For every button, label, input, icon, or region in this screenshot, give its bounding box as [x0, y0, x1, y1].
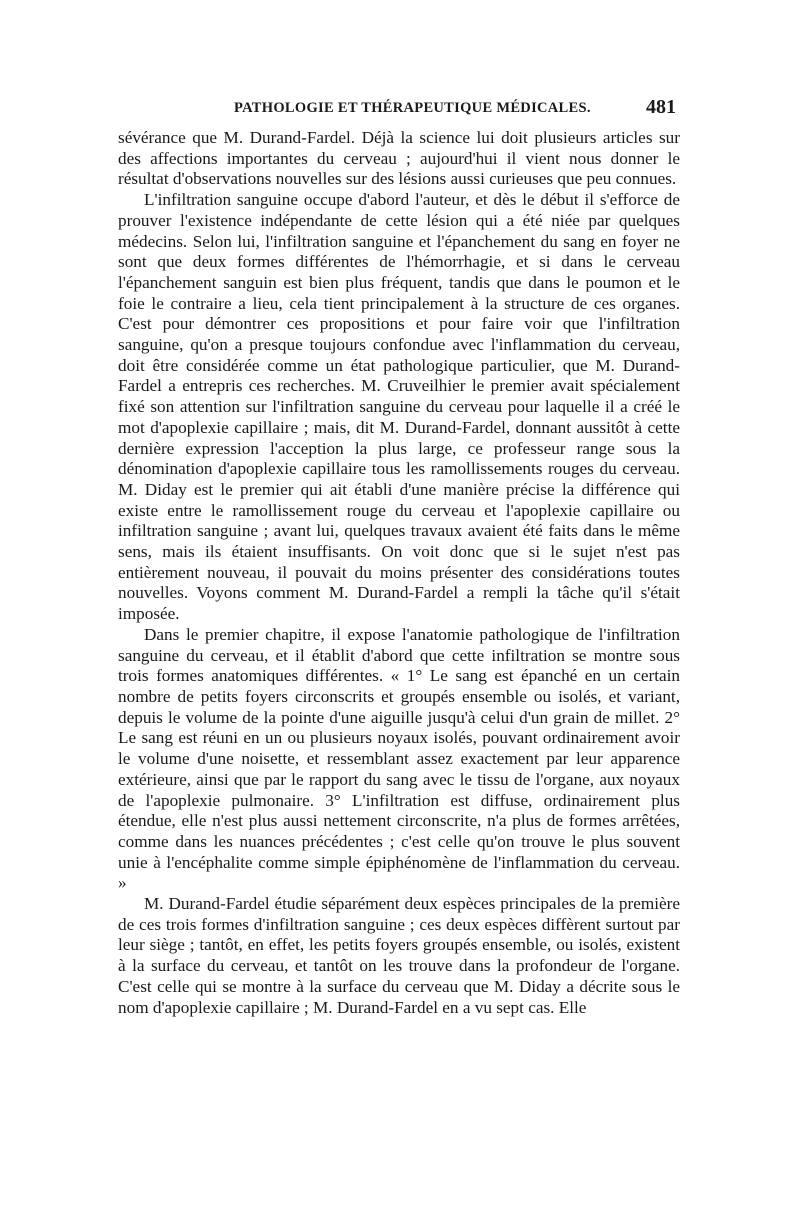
paragraph-infiltration: L'infiltration sanguine occupe d'abord l'auteur, et dès le début il s'efforce de prouver l'existence indépendante de cette lésion qui a été niée par quelques médecins. Selon lui, l'infiltration sanguine et l'épanchement du sang en foyer ne sont que deux formes différentes de l'hémorrhagie, et si dans le cerveau l'épanchement sanguin est bien plus fréquent, tandis que dans le poumon et le foie le contraire a lieu, cela tient principalement à la structure de ces organes. C'est pour démontrer ces propositions et pour faire voir que l'infiltration sanguine, qu'on a presque toujours confondue avec l'inflammation du cerveau, doit être considérée comme un état pathologique particulier, que M. Durand-Fardel a entrepris ces recherches. M. Cruveilhier le premier avait spécialement fixé son attention sur l'infiltration sanguine du cerveau pour laquelle il a créé le mot d'apoplexie capillaire ; mais, dit M. Durand-Fardel, donnant aussitôt à cette dernière expression l'acception la plus large, ce professeur range sous la dénomination d'apoplexie capillaire tous les ramollissements rouges du cerveau. M. Diday est le premier qui ait établi d'une manière précise la différence qui existe entre le ramollissement rouge du cerveau et l'apoplexie capillaire ou infiltration sanguine ; avant lui, quelques travaux avaient été faits dans le même sens, mais ils étaient insuffisants. On voit donc que si le sujet n'est pas entièrement nouveau, il pouvait du moins présenter des considérations toutes nouvelles. Voyons comment M. Durand-Fardel a rempli la tâche qu'il s'était imposée. — [118, 190, 680, 624]
running-head — [118, 96, 680, 120]
paragraph-two-species: M. Durand-Fardel étudie séparément deux espèces principales de la première de ces trois formes d'infiltration sanguine ; ces deux espèces diffèrent surtout par leur siège ; tantôt, en effet, les petits foyers groupés ensemble, ou isolés, existent à la surface du cerveau, et tantôt on les trouve dans la profondeur de l'organe. C'est celle qui se montre à la surface du cerveau que M. Diday a décrite sous le nom d'apoplexie capillaire ; M. Durand-Fardel en a vu sept cas. Elle — [118, 894, 680, 1017]
paragraph-first-chapter: Dans le premier chapitre, il expose l'anatomie pathologique de l'infiltration sanguine du cerveau, et il établit d'abord que cette infiltration se montre sous trois formes anatomiques différentes. « 1° Le sang est épanché en un certain nombre de petits foyers circonscrits et groupés ensemble ou isolés, et variant, depuis le volume de la pointe d'une aiguille jusqu'à celui d'un grain de millet. 2° Le sang est réuni en un ou plusieurs noyaux isolés, pouvant ordinairement avoir le volume d'une noisette, et ressemblant assez exactement par leur apparence extérieure, ainsi que par le rapport du sang avec le tissu de l'organe, aux noyaux de l'apoplexie pulmonaire. 3° L'infiltration est diffuse, ordinairement plus étendue, elle n'est plus aussi nettement circonscrite, n'a plus de formes arrêtées, comme dans les nuances précédentes ; c'est celle qu'on trouve le plus souvent unie à l'encéphalite comme simple épiphénomène de l'inflammation du cerveau. » — [118, 624, 680, 893]
paragraph-continuation: sévérance que M. Durand-Fardel. Déjà la science lui doit plusieurs articles sur des affections importantes du cerveau ; aujourd'hui il vient nous donner le résultat d'observations nouvelles sur des lésions aussi curieuses que peu connues. — [118, 128, 680, 189]
body-text — [118, 128, 680, 1018]
page-number: 481 — [646, 96, 676, 118]
running-title: PATHOLOGIE ET THÉRAPEUTIQUE MÉDICALES. — [234, 100, 591, 116]
